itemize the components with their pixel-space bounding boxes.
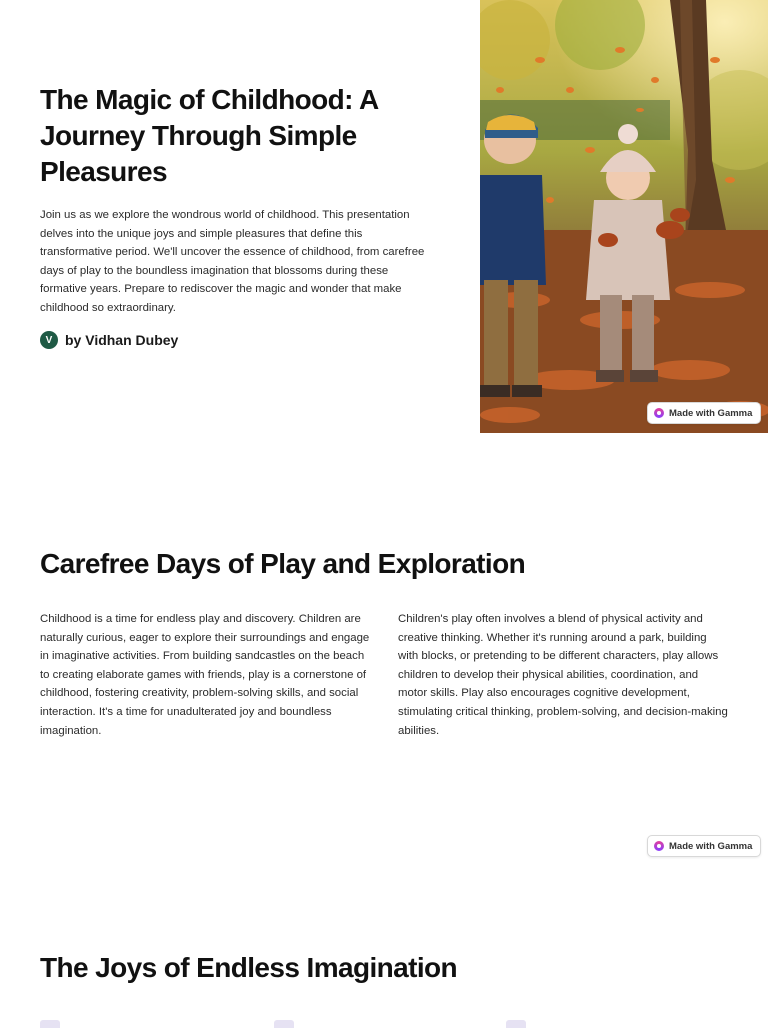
made-with-gamma-label: Made with Gamma xyxy=(669,407,753,419)
author-name: by Vidhan Dubey xyxy=(65,332,179,348)
gamma-logo-icon xyxy=(654,841,664,851)
card-icon-stub xyxy=(40,1020,60,1028)
slide-1-intro: Join us as we explore the wondrous world of childhood. This presentation delves into the unique joys and simple pleasures that define this transformative period. We'll uncover the essence of childhood, from carefree days of play to the boundless imagination that blossoms during these formative years. Prepare to rediscover the magic and wonder that make childhood so extraordinary. xyxy=(40,209,425,314)
made-with-gamma-label: Made with Gamma xyxy=(669,840,753,852)
made-with-gamma-badge[interactable] xyxy=(647,835,761,857)
slide-2-paragraph-left: Childhood is a time for endless play and discovery. Children are naturally curious, eager to explore their surroundings and engage in imaginative activities. From building sandcastles on the beach to creating elaborate games with friends, play is a cornerstone of childhood, fostering creativity, problem-solving skills, and social interaction. It's a time for unadulterated joy and boundless imagination. xyxy=(40,613,370,737)
author-avatar: V xyxy=(40,331,58,349)
slide-1 xyxy=(0,0,768,434)
author-byline xyxy=(40,331,178,349)
slide-2-title: Carefree Days of Play and Exploration xyxy=(40,548,526,579)
slide-2 xyxy=(0,434,768,864)
slide-3 xyxy=(0,864,768,1024)
slide-2-paragraph-right: Children's play often involves a blend of physical activity and creative thinking. Whether it's running around a park, building with blocks, or pretending to be different characters, play allows children to develop their physical abilities, coordination, and motor skills. Play also encourages cognitive development, stimulating critical thinking, problem-solving, and decision-making abilities. xyxy=(398,613,728,737)
card-icon-stub xyxy=(274,1020,294,1028)
made-with-gamma-badge[interactable] xyxy=(647,402,761,424)
gamma-logo-icon xyxy=(654,408,664,418)
hero-image-children-playing-autumn-leaves xyxy=(480,0,768,433)
card-icon-stub xyxy=(506,1020,526,1028)
slide-3-title: The Joys of Endless Imagination xyxy=(40,952,458,983)
slide-1-title: The Magic of Childhood: A Journey Through Simple Pleasures xyxy=(40,84,378,187)
